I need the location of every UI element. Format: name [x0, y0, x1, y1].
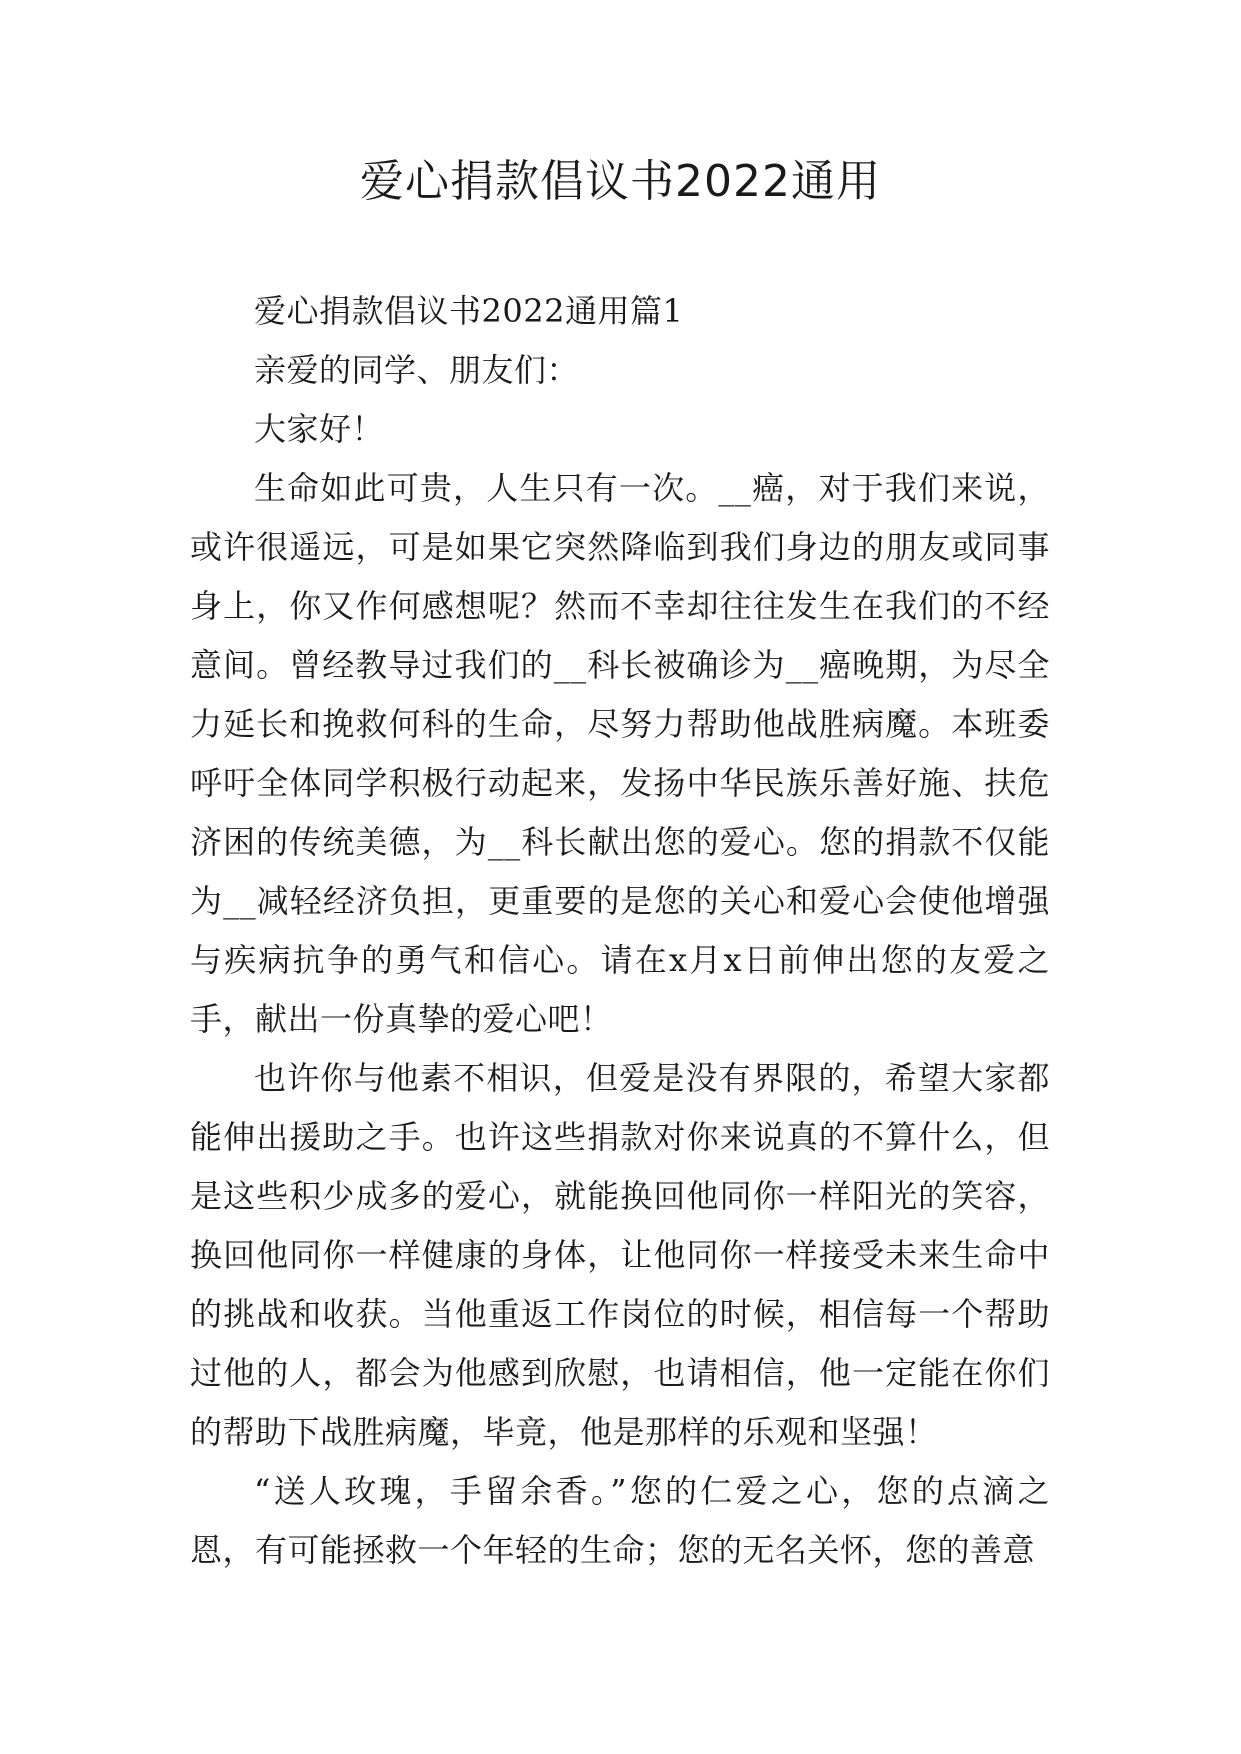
body-paragraph: “送人玫瑰，手留余香。”您的仁爱之心，您的点滴之恩，有可能拯救一个年轻的生命；您的无名关怀，您的善意 — [190, 1472, 1050, 1569]
section-heading: 爱心捐款倡议书2022通用篇1 — [254, 292, 684, 330]
document-title: 爱心捐款倡议书2022通用 — [360, 156, 881, 207]
body-paragraph: 也许你与他素不相识，但爱是没有界限的，希望大家都能伸出援助之手。也许这些捐款对你来说真的不算什么，但是这些积少成多的爱心，就能换回他同你一样阳光的笑容，换回他同你一样健康的身体，让他同你一样接受未来生命中的挑战和收获。当他重返工作岗位的时候，相信每一个帮助过他的人，都会为他感到欣慰，也请相信，他一定能在你们的帮助下战胜病魔，毕竟，他是那样的乐观和坚强！ — [190, 1059, 1050, 1451]
salutation: 亲爱的同学、朋友们： — [254, 351, 580, 389]
greeting: 大家好！ — [254, 410, 385, 448]
document-body — [190, 282, 1050, 1580]
body-paragraph: 生命如此可贵，人生只有一次。__癌，对于我们来说，或许很遥远，可是如果它突然降临到我们身边的朋友或同事身上，你又作何感想呢？然而不幸却往往发生在我们的不经意间。曾经教导过我们的__科长被确诊为__癌晚期，为尽全力延长和挽救何科的生命，尽努力帮助他战胜病魔。本班委呼吁全体同学积极行动起来，发扬中华民族乐善好施、扶危济困的传统美德，为__科长献出您的爱心。您的捐款不仅能为__减轻经济负担，更重要的是您的关心和爱心会使他增强与疾病抗争的勇气和信心。请在x月x日前伸出您的友爱之手，献出一份真挚的爱心吧！ — [190, 469, 1050, 1038]
